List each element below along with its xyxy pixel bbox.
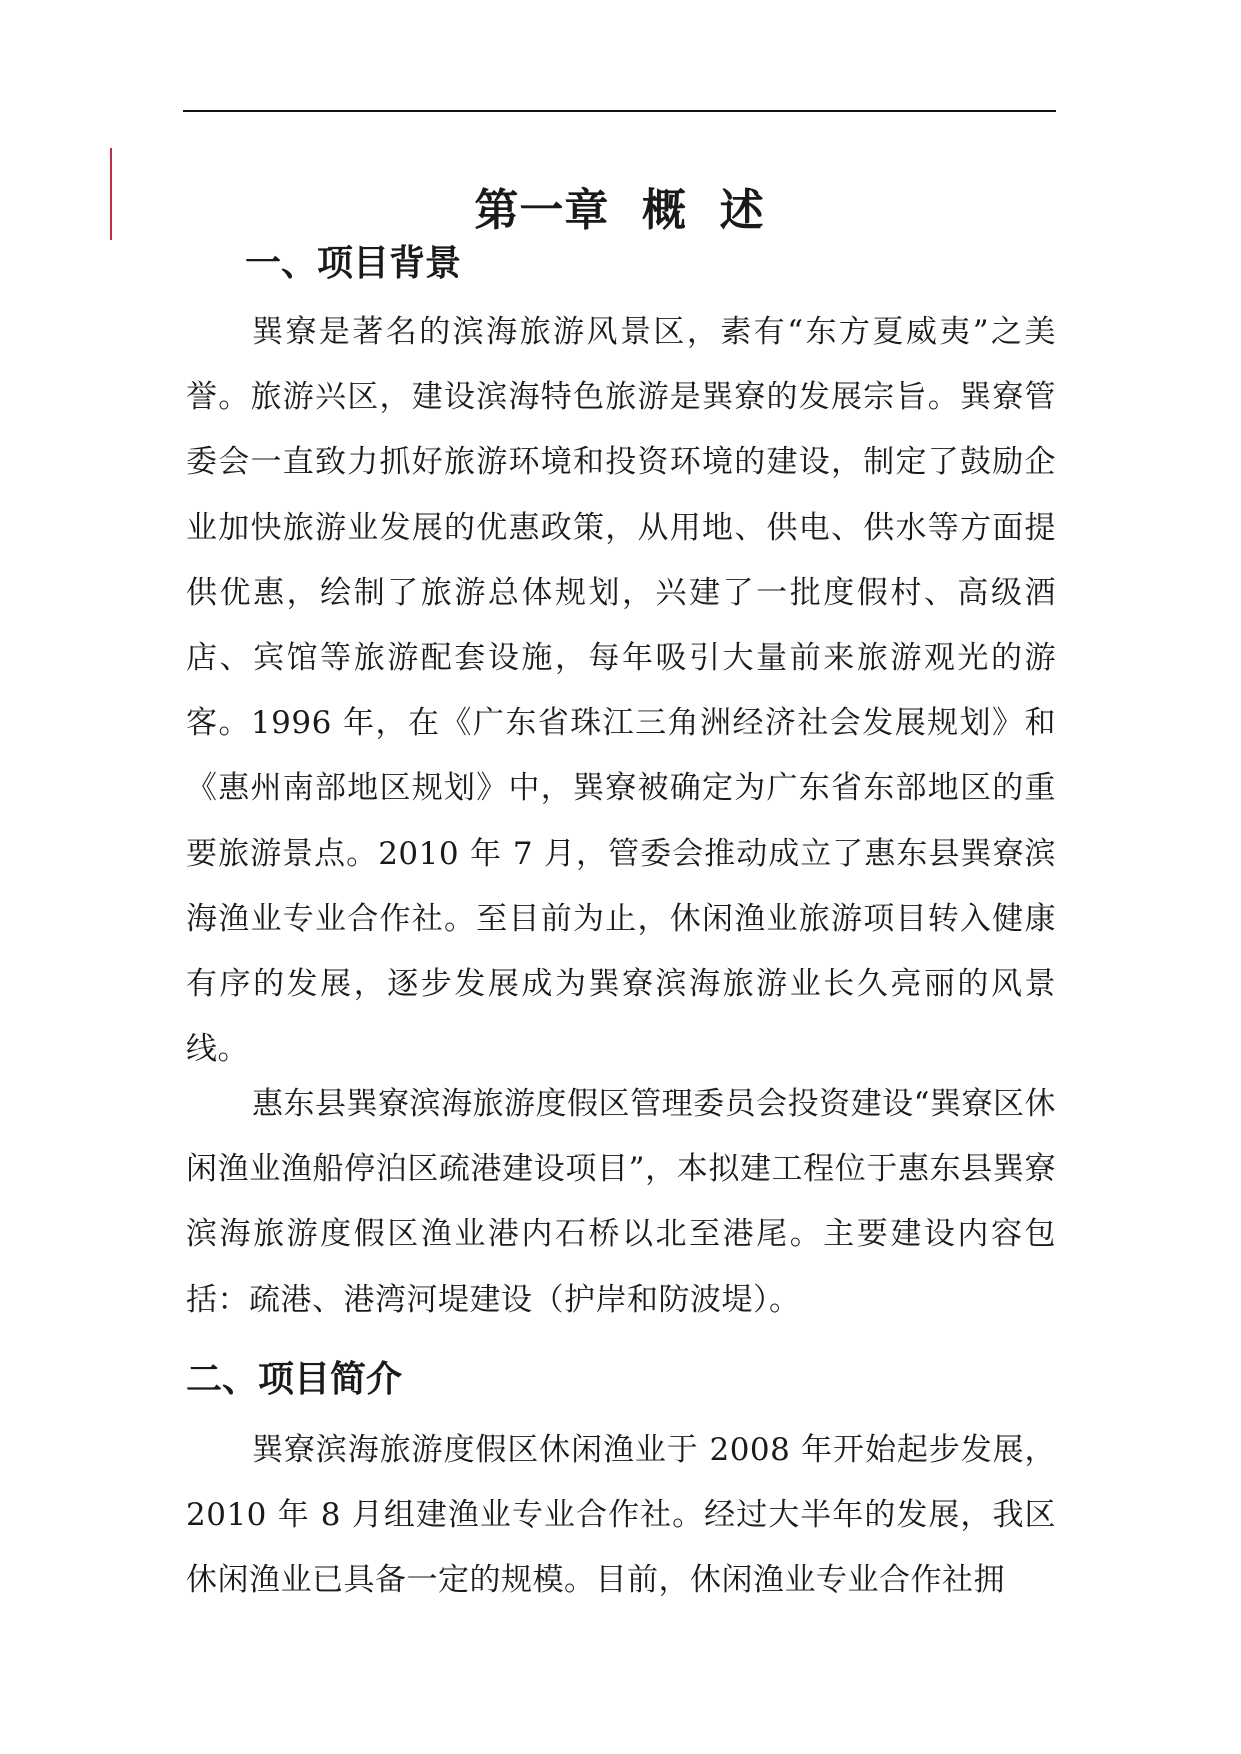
paragraph-introduction-1: 巽寮滨海旅游度假区休闲渔业于 2008 年开始起步发展，2010 年 8 月组建渔业专业合作社。经过大半年的发展，我区休闲渔业已具备一定的规模。目前，休闲渔业专业合作社拥 [186, 1432, 1056, 1599]
paragraph-background-1: 巽寮是著名的滨海旅游风景区，素有“东方夏威夷”之美誉。旅游兴区，建设滨海特色旅游是巽寮的发展宗旨。巽寮管委会一直致力抓好旅游环境和投资环境的建设，制定了鼓励企业加快旅游业发展的优惠政策，从用地、供电、供水等方面提供优惠，绘制了旅游总体规划，兴建了一批度假村、高级酒店、宾馆等旅游配套设施，每年吸引大量前来旅游观光的游客。1996 年，在《广东省珠江三角洲经济社会发展规划》和《惠州南部地区规划》中，巽寮被确定为广东省东部地区的重要旅游景点。2010 年 7 月，管委会推动成立了惠东县巽寮滨海渔业专业合作社。至目前为止，休闲渔业旅游项目转入健康有序的发展，逐步发展成为巽寮滨海旅游业长久亮丽的风景线。 [186, 314, 1056, 1068]
section-heading-background: 一、项目背景 [245, 243, 462, 284]
margin-change-bar [110, 148, 112, 240]
header-rule [183, 110, 1056, 112]
chapter-title: 第一章 概 述 [474, 185, 765, 237]
paragraph-background-2: 惠东县巽寮滨海旅游度假区管理委员会投资建设“巽寮区休闲渔业渔船停泊区疏港建设项目”，本拟建工程位于惠东县巽寮滨海旅游度假区渔业港内石桥以北至港尾。主要建设内容包括：疏港、港湾河堤建设（护岸和防波堤）。 [186, 1086, 1056, 1318]
section-heading-introduction: 二、项目简介 [186, 1359, 403, 1400]
